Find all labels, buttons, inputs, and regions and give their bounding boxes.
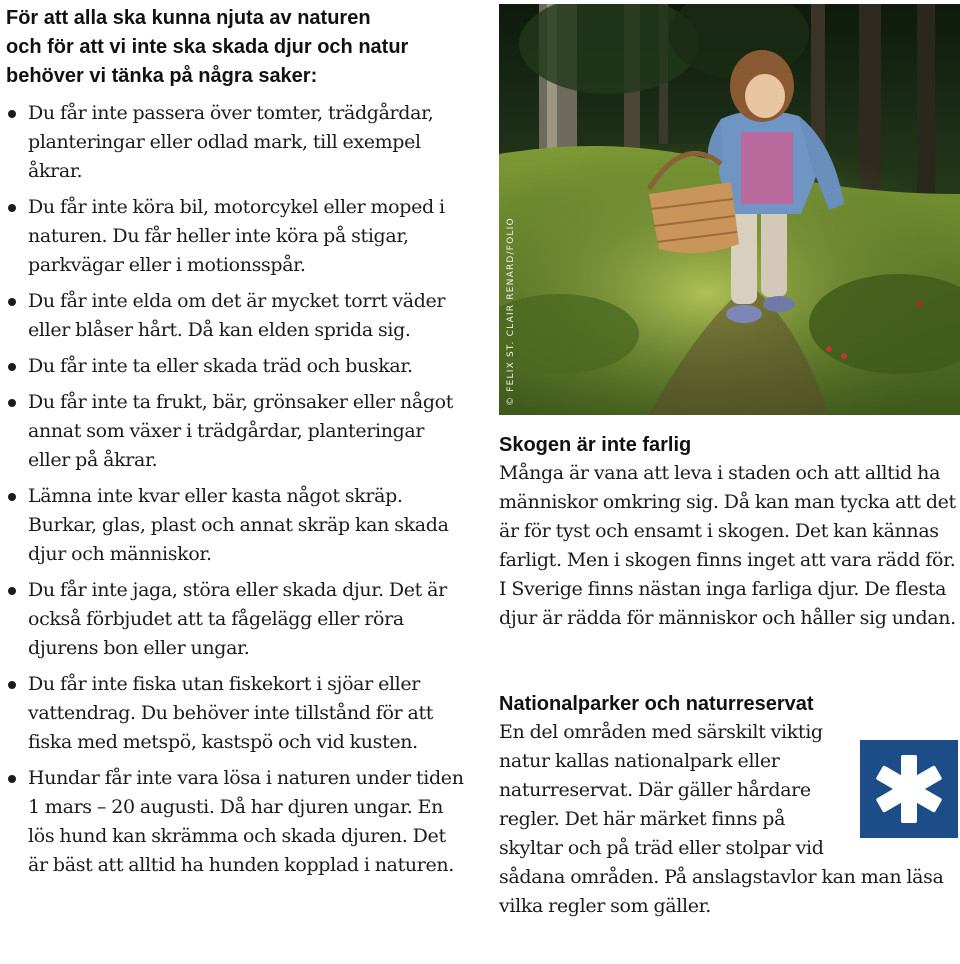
intro-line: För att alla ska kunna njuta av naturen <box>6 7 371 29</box>
rules-column <box>6 4 468 887</box>
nature-reserve-asterisk-icon <box>860 740 958 838</box>
rule-item: Du får inte fiska utan fiskekort i sjöar eller vattendrag. Du behöver inte tillstånd för att fiska med metspö, kastspö och vid kusten. <box>6 670 468 757</box>
intro-line: och för att vi inte ska skada djur och natur <box>6 36 409 58</box>
photo-credit: © FELIX ST. CLAIR RENARD/FOLIO <box>506 217 516 406</box>
rule-item: Du får inte köra bil, motorcykel eller moped i naturen. Du får heller inte köra på stigar, parkvägar eller i motionsspår. <box>6 193 468 280</box>
rule-item: Lämna inte kvar eller kasta något skräp. Burkar, glas, plast och annat skräp kan skada djur och människor. <box>6 482 468 569</box>
parks-section-heading: Nationalparker och naturreservat <box>499 693 814 715</box>
parks-section-body: En del områden med särskilt viktig natur kallas nationalpark eller naturreservat. Där gäller hårdare regler. Det här märket finns på skyltar och på träd eller stolpar vid sådana områden. På anslagstavlor kan man läsa vilka regler som gäller. <box>499 721 944 917</box>
intro-line: behöver vi tänka på några saker: <box>6 65 318 87</box>
rule-item: Du får inte elda om det är mycket torrt väder eller blåser hårt. Då kan elden sprida sig. <box>6 287 468 345</box>
intro-heading <box>6 4 468 91</box>
forest-section-heading: Skogen är inte farlig <box>499 434 692 456</box>
rule-item: Hundar får inte vara lösa i naturen under tiden 1 mars – 20 augusti. Då har djuren ungar. En lös hund kan skrämma och skada djuren. Det är bäst att alltid ha hunden kopplad i naturen. <box>6 764 468 880</box>
rules-list <box>6 99 468 880</box>
asterisk-icon <box>860 740 958 838</box>
rule-item: Du får inte ta eller skada träd och buskar. <box>6 352 468 381</box>
rule-item: Du får inte ta frukt, bär, grönsaker eller något annat som växer i trädgårdar, planteringar eller på åkrar. <box>6 388 468 475</box>
forest-section-body: Många är vana att leva i staden och att alltid ha människor omkring sig. Då kan man tycka att det är för tyst och ensamt i skogen. Det kan kännas farligt. Men i skogen finns inget att vara rädd för. I Sverige finns nästan inga farliga djur. De flesta djur är rädda för människor och håller sig undan. <box>499 462 956 629</box>
forest-photo-illustration <box>499 4 960 415</box>
rule-item: Du får inte jaga, störa eller skada djur. Det är också förbjudet att ta fågelägg eller röra djurens bon eller ungar. <box>6 576 468 663</box>
forest-section <box>499 431 960 633</box>
forest-photo <box>499 4 960 415</box>
rule-item: Du får inte passera över tomter, trädgårdar, planteringar eller odlad mark, till exempel åkrar. <box>6 99 468 186</box>
parks-section <box>499 690 960 921</box>
